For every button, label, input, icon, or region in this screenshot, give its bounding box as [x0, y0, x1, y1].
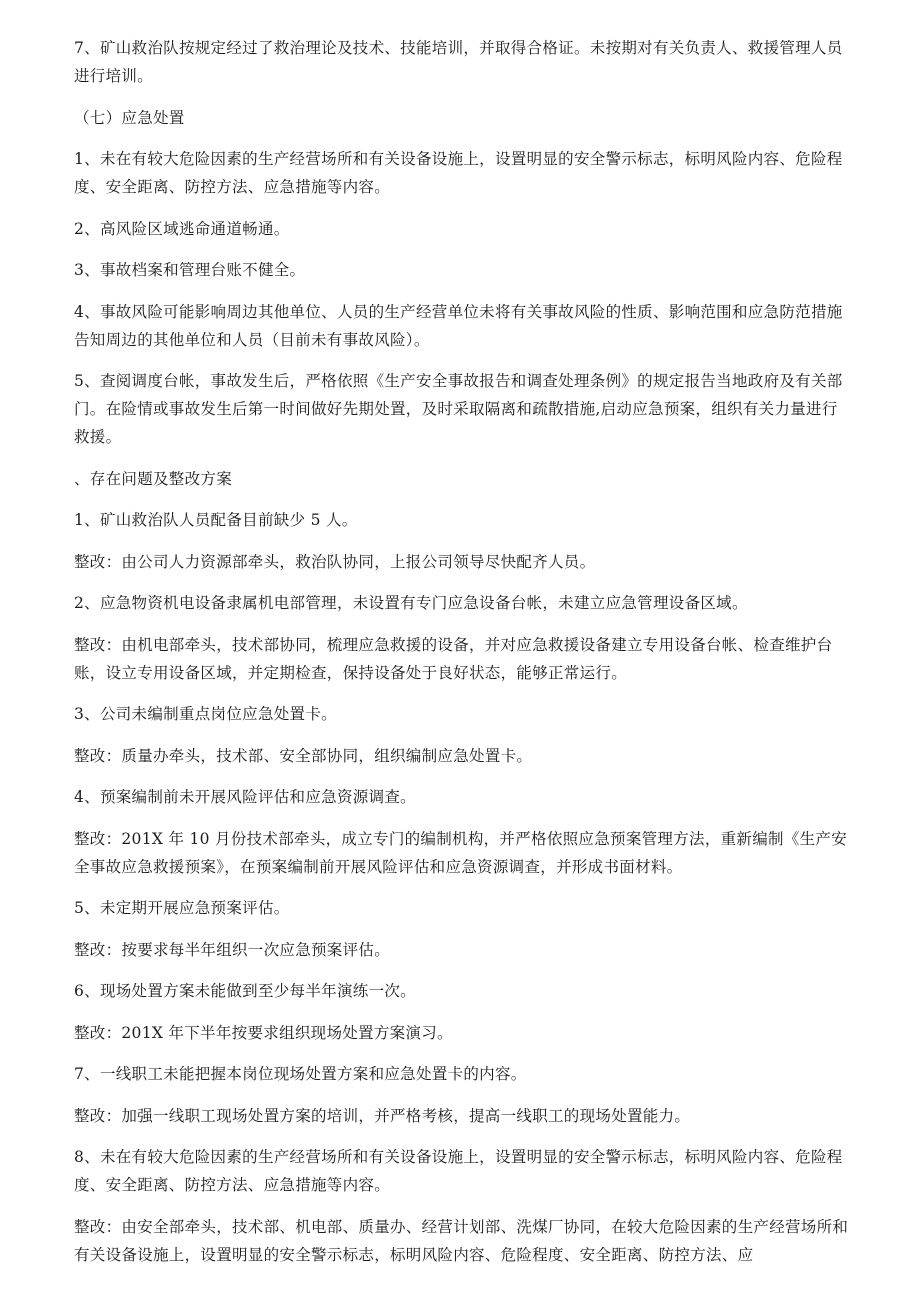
rectification-item-5: 整改：按要求每半年组织一次应急预案评估。 [74, 940, 391, 959]
paragraph-warning-signs: 1、未在有较大危险因素的生产经营场所和有关设备设施上，设置明显的安全警示标志，标明风险内容、危险程度、安全距离、防控方法、应急措施等内容。 [74, 150, 843, 196]
section-heading-issues-rectification: 、存在问题及整改方案 [74, 469, 233, 488]
section-heading-emergency-response: （七）应急处置 [74, 108, 185, 127]
issue-item-8: 8、未在有较大危险因素的生产经营场所和有关设备设施上，设置明显的安全警示标志，标明风险内容、危险程度、安全距离、防控方法、应急措施等内容。 [74, 1148, 843, 1194]
rectification-item-8: 整改：由安全部牵头，技术部、机电部、质量办、经营计划部、洗煤厂协同，在较大危险因素的生产经营场所和有关设备设施上，设置明显的安全警示标志，标明风险内容、危险程度、安全距离、防控方法、应 [74, 1217, 849, 1264]
paragraph-accident-files: 3、事故档案和管理台账不健全。 [74, 261, 306, 279]
issue-item-7: 7、一线职工未能把握本岗位现场处置方案和应急处置卡的内容。 [74, 1065, 527, 1083]
rectification-item-6: 整改：201X 年下半年按要求组织现场处置方案演习。 [74, 1023, 453, 1042]
document-page [74, 34, 852, 1282]
paragraph-training-cert: 7、矿山救治队按规定经过了救治理论及技术、技能培训，并取得合格证。未按期对有关负责人、救援管理人员进行培训。 [74, 39, 843, 85]
rectification-item-3: 整改：质量办牵头，技术部、安全部协同，组织编制应急处置卡。 [74, 746, 533, 765]
issue-item-1: 1、矿山救治队人员配备目前缺少 5 人。 [74, 511, 358, 529]
rectification-item-4: 整改：201X 年 10 月份技术部牵头，成立专门的编制机构，并严格依照应急预案管理方法，重新编制《生产安全事故应急救援预案》，在预案编制前开展风险评估和应急资源调查，并形成书面材料。 [74, 829, 848, 876]
rectification-item-2: 整改：由机电部牵头，技术部协同，梳理应急救援的设备，并对应急救援设备建立专用设备台帐、检查维护台账，设立专用设备区域，并定期检查，保持设备处于良好状态，能够正常运行。 [74, 635, 833, 682]
paragraph-dispatch-ledger: 5、查阅调度台帐，事故发生后，严格依照《生产安全事故报告和调查处理条例》的规定报告当地政府及有关部门。在险情或事故发生后第一时间做好先期处置，及时采取隔离和疏散措施,启动应急预案，组织有关力量进行救援。 [74, 372, 843, 446]
issue-item-3: 3、公司未编制重点岗位应急处置卡。 [74, 705, 337, 723]
paragraph-escape-route: 2、高风险区域逃命通道畅通。 [74, 219, 290, 238]
paragraph-risk-notification: 4、事故风险可能影响周边其他单位、人员的生产经营单位未将有关事故风险的性质、影响范围和应急防范措施告知周边的其他单位和人员（目前未有事故风险）。 [74, 302, 843, 349]
rectification-item-7: 整改：加强一线职工现场处置方案的培训，并严格考核，提高一线职工的现场处置能力。 [74, 1106, 691, 1125]
issue-item-2: 2、应急物资机电设备隶属机电部管理，未设置有专门应急设备台帐，未建立应急管理设备区域。 [74, 594, 748, 612]
rectification-item-1: 整改：由公司人力资源部牵头，救治队协同，上报公司领导尽快配齐人员。 [74, 552, 596, 571]
issue-item-6: 6、现场处置方案未能做到至少每半年演练一次。 [74, 982, 416, 1000]
issue-item-5: 5、未定期开展应急预案评估。 [74, 899, 290, 917]
issue-item-4: 4、预案编制前未开展风险评估和应急资源调查。 [74, 788, 416, 806]
